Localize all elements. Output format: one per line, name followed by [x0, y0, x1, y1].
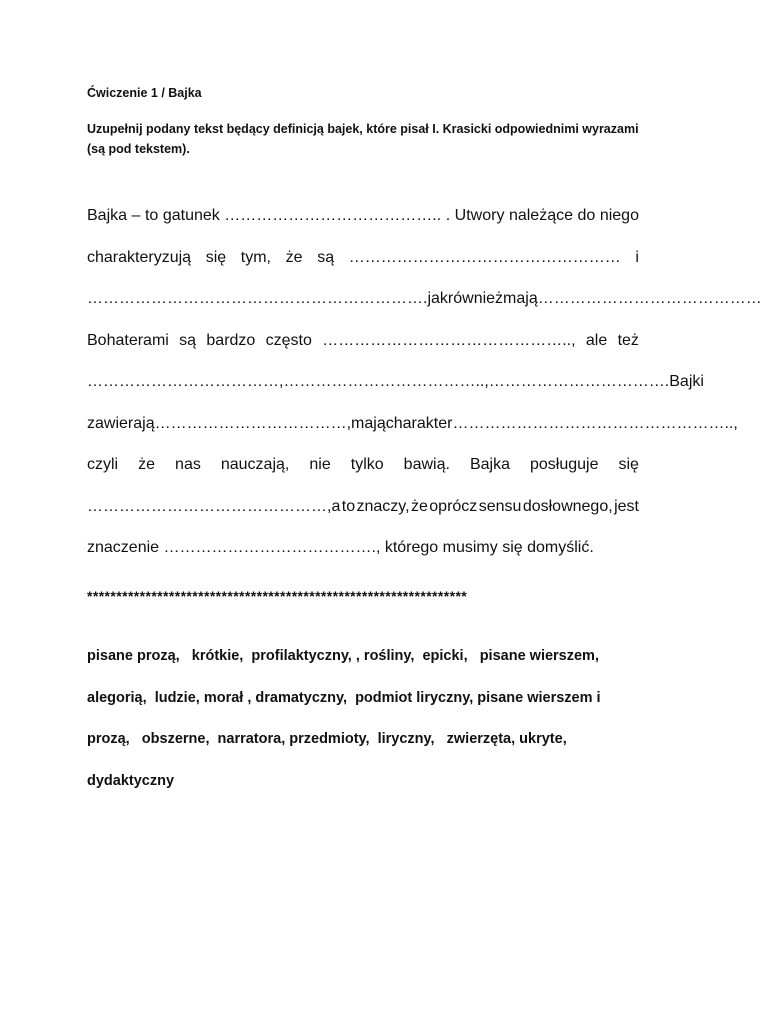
text-fragment: również — [447, 290, 504, 307]
text-fragment: też — [617, 331, 639, 349]
text-fragment: nas — [175, 456, 201, 473]
text-fragment: Bajki — [669, 373, 704, 390]
word-bank — [87, 636, 647, 803]
text-fragment: zawierają — [87, 414, 155, 432]
text-fragment: często — [265, 331, 312, 349]
text-fragment: ………………………………………………………. — [87, 290, 428, 307]
separator-line: ***************************************************************** — [87, 588, 468, 604]
text-fragment: tym, — [240, 248, 271, 266]
text-fragment: znaczenie …………………………………., którego musimy się domyślić. — [87, 539, 594, 556]
text-fragment: – — [131, 207, 141, 224]
text-fragment: ale — [585, 331, 608, 349]
text-fragment: ………………………………, — [87, 373, 284, 390]
text-line — [87, 237, 639, 279]
text-fragment: to — [144, 207, 159, 224]
text-fragment: charakter — [385, 414, 453, 432]
text-fragment: Bajka — [469, 456, 510, 473]
word-bank-line: prozą, obszerne, narratora, przedmioty, liryczny, zwierzęta, ukryte, — [87, 731, 567, 748]
text-fragment: Utwory — [454, 207, 505, 224]
text-fragment: …………………………………………….., — [452, 414, 738, 432]
text-line — [87, 320, 639, 362]
text-fragment: Bajka — [87, 207, 128, 224]
text-fragment: mają — [503, 290, 538, 307]
word-bank-line: alegorią, ludzie, morał , dramatyczny, podmiot liryczny, pisane wierszem i — [87, 689, 601, 706]
text-fragment: sensu — [478, 497, 522, 515]
text-fragment: jak — [427, 290, 448, 307]
text-line — [87, 444, 639, 486]
text-fragment: posługuje — [529, 456, 599, 473]
text-fragment: do — [577, 207, 596, 224]
text-fragment: ………………………………………,a — [87, 497, 341, 515]
text-fragment: …………………………… — [488, 373, 665, 390]
text-line — [87, 403, 738, 445]
text-fragment: są — [317, 248, 335, 266]
text-line — [87, 278, 762, 320]
text-fragment: …………………………………… — [537, 290, 762, 307]
text-fragment: znaczy, — [356, 497, 410, 515]
text-fragment: że — [285, 248, 303, 266]
text-fragment: oprócz — [429, 497, 478, 515]
text-fragment: nie — [309, 456, 331, 473]
text-fragment: ……………………………………….., — [322, 331, 576, 349]
text-fragment: tylko — [350, 456, 384, 473]
text-fragment: ………………………………, — [154, 414, 352, 432]
text-fragment: niego — [599, 207, 639, 224]
text-fragment: ……………………………….., — [283, 373, 489, 390]
text-fragment: należące — [508, 207, 573, 224]
text-fragment: charakteryzują — [87, 248, 192, 266]
text-fragment: . — [445, 207, 451, 224]
text-line — [87, 361, 704, 403]
text-line — [87, 527, 639, 569]
text-fragment: i — [635, 248, 639, 266]
fill-in-text — [87, 195, 762, 569]
text-fragment: się — [618, 456, 639, 473]
text-fragment: nauczają, — [220, 456, 290, 473]
exercise-title: Ćwiczenie 1 / Bajka — [87, 86, 202, 100]
word-bank-line: dydaktyczny — [87, 773, 175, 790]
text-line — [87, 195, 639, 237]
text-fragment: czyli — [87, 456, 119, 473]
text-fragment: ………………………………….. — [224, 207, 442, 224]
text-fragment: dosłownego, — [522, 497, 613, 515]
text-fragment: są — [179, 331, 197, 349]
text-line — [87, 486, 639, 528]
exercise-instruction: Uzupełnij podany tekst będący definicją bajek, które pisał I. Krasicki odpowiednimi wyrazami (są pod tekstem). — [87, 122, 639, 156]
text-fragment: się — [205, 248, 227, 266]
word-bank-line: pisane prozą, krótkie, profilaktyczny, , rośliny, epicki, pisane wierszem, — [87, 648, 599, 664]
text-fragment: bawią. — [403, 456, 450, 473]
text-fragment: że — [138, 456, 156, 473]
text-fragment: to — [341, 497, 356, 515]
text-fragment: mają — [351, 414, 386, 432]
text-fragment: gatunek — [162, 207, 220, 224]
text-fragment: jest — [614, 497, 639, 515]
text-fragment: . — [664, 373, 670, 390]
text-fragment: …………………………………………… — [348, 248, 621, 266]
text-fragment: bardzo — [206, 331, 256, 349]
text-fragment: Bohaterami — [87, 331, 169, 349]
text-fragment: że — [410, 497, 428, 515]
